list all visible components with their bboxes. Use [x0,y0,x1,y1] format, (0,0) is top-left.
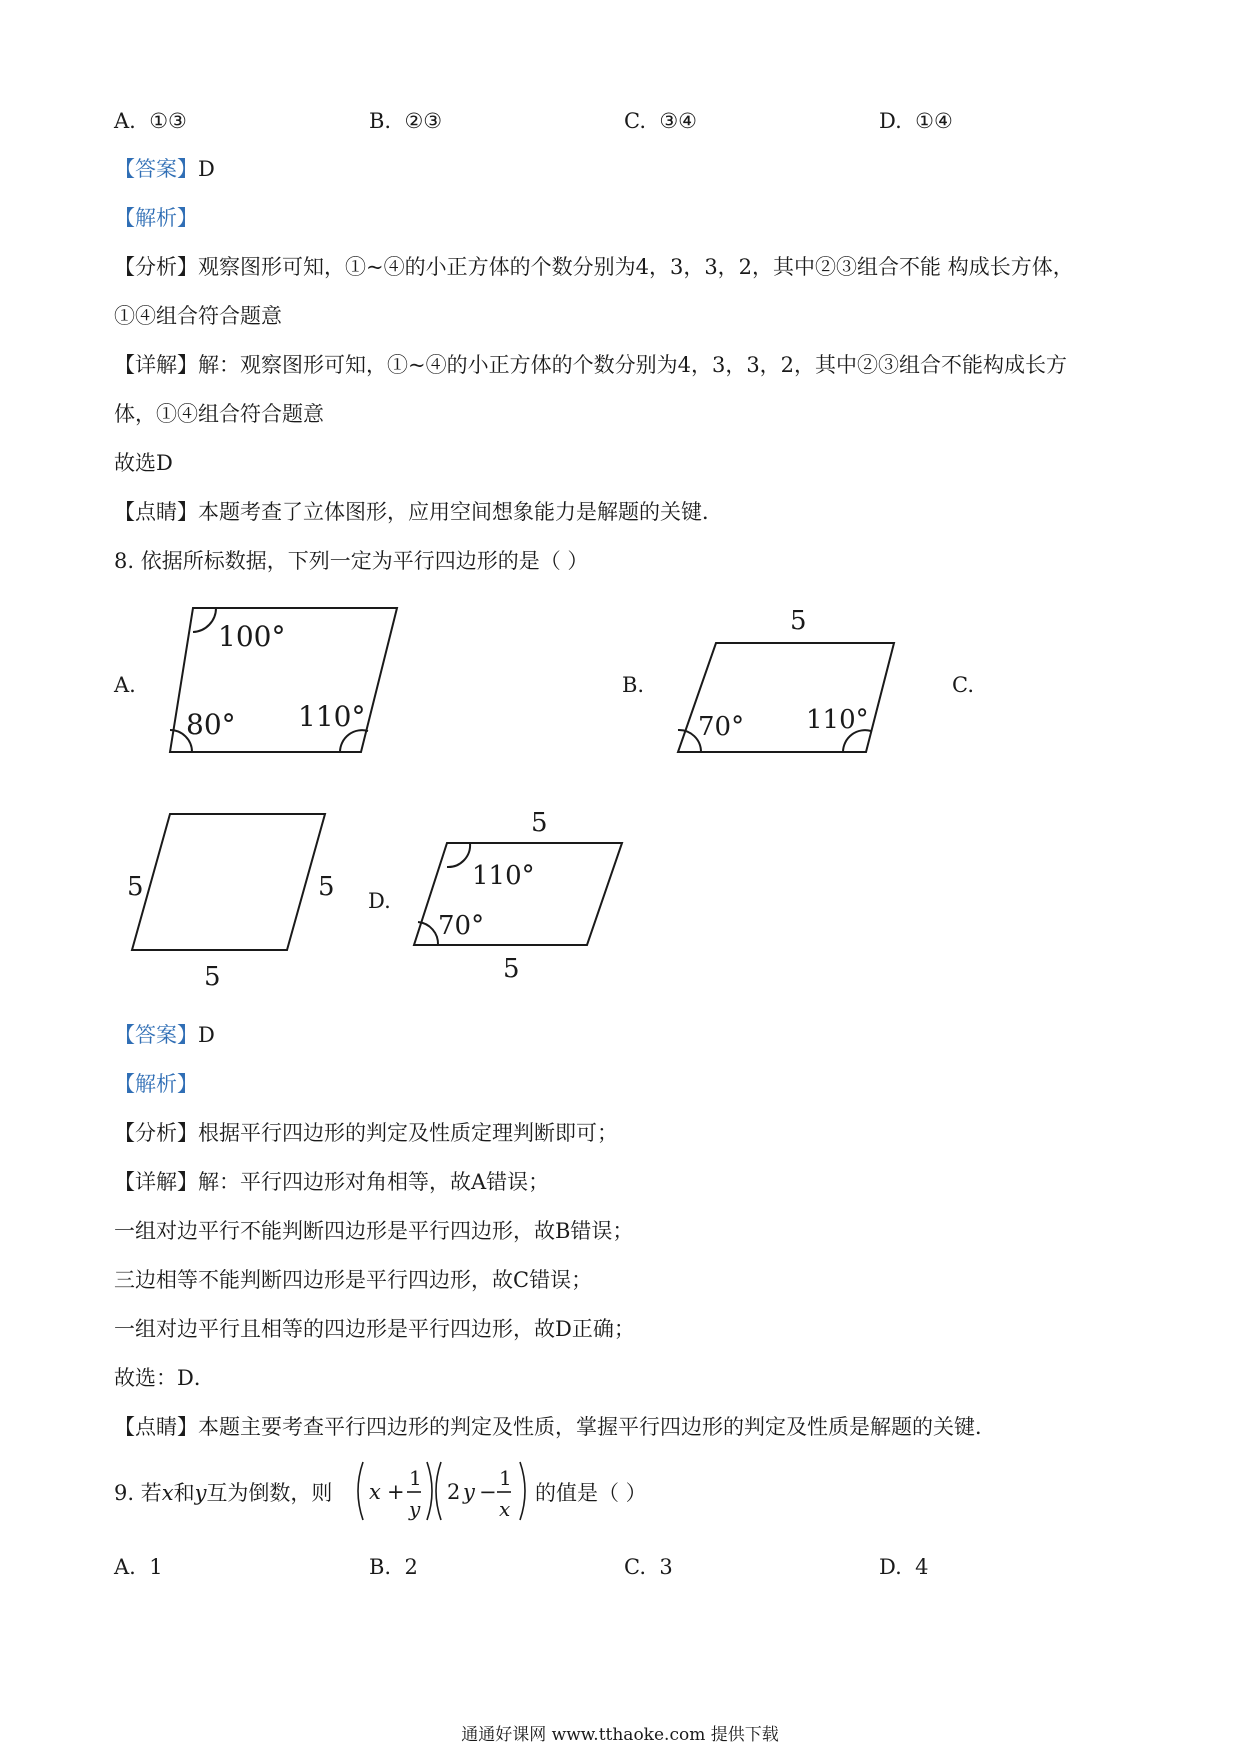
q7-xiangjie-2: 体，①④组合符合题意 [114,402,324,426]
q9-option-a: A. 1 [114,1555,163,1579]
fig-d-bottom-left-angle: 70° [438,911,485,941]
q8-option-d-label: D. [368,889,391,913]
fig-c-bottom-side: 5 [204,962,221,992]
q8-analysis-heading: 【解析】 [114,1072,198,1096]
q8-option-c-label: C. [952,673,974,697]
q9-stem-suffix: 的值是（ ） [535,1481,647,1505]
fig-b-bottom-right-angle: 110° [806,705,869,735]
svg-text:1: 1 [499,1466,512,1490]
svg-text:y: y [463,1480,475,1504]
q7-dianjing: 【点睛】本题考查了立体图形，应用空间想象能力是解题的关键． [114,500,723,524]
fig-d-bottom-side: 5 [503,954,520,984]
svg-text:−: − [479,1480,497,1504]
fig-a-bottom-left-angle: 80° [186,708,236,741]
q8-option-b-label: B. [622,673,645,697]
q8-answer: 【答案】D [114,1023,215,1047]
q7-option-d: D. ①④ [879,109,953,133]
svg-text:+: + [387,1480,405,1504]
q7-conclusion: 故选D [114,451,173,475]
q9-option-c: C. 3 [624,1555,673,1579]
fig-b-bottom-left-angle: 70° [698,712,745,742]
fig-d-top-left-angle: 110° [472,861,535,891]
q7-xiangjie-1: 【详解】解：观察图形可知，①~④的小正方体的个数分别为4，3，3，2，其中②③组合不能构成长方 [114,353,1068,377]
figure-c [132,814,325,950]
svg-text:x: x [499,1497,511,1521]
svg-text:y: y [409,1497,421,1521]
fig-b-top-side: 5 [790,606,807,636]
q9-formula [355,1458,530,1524]
svg-text:x: x [369,1480,381,1504]
q7-fenxi-2: ①④组合符合题意 [114,304,282,328]
q7-answer: 【答案】D [114,157,215,181]
q8-option-a-label: A. [114,673,136,697]
q8-stem: 8. 依据所标数据，下列一定为平行四边形的是（ ） [114,549,589,573]
q8-fenxi: 【分析】根据平行四边形的判定及性质定理判断即可； [114,1121,618,1145]
fig-c-right-side: 5 [318,872,335,902]
fig-a-top-left-angle: 100° [218,620,286,653]
q8-line-2: 一组对边平行不能判断四边形是平行四边形，故B错误； [114,1219,634,1243]
fig-d-top-side: 5 [531,808,548,838]
q8-dianjing: 【点睛】本题主要考查平行四边形的判定及性质，掌握平行四边形的判定及性质是解题的关键． [114,1415,996,1439]
q7-fenxi-1: 【分析】观察图形可知，①~④的小正方体的个数分别为4，3，3，2，其中②③组合不能 构成长方体， [114,255,1074,279]
svg-text:2: 2 [447,1480,461,1504]
q8-line-3: 三边相等不能判断四边形是平行四边形，故C错误； [114,1268,593,1292]
q8-conclusion: 故选：D． [114,1366,215,1390]
q9-option-b: B. 2 [369,1555,418,1579]
q9-option-d: D. 4 [879,1555,929,1579]
q7-analysis-heading: 【解析】 [114,206,198,230]
q7-option-a: A. ①③ [114,109,187,133]
q8-xiangjie-1: 【详解】解：平行四边形对角相等，故A错误； [114,1170,550,1194]
svg-text:1: 1 [409,1466,422,1490]
fig-c-left-side: 5 [127,872,144,902]
q8-line-4: 一组对边平行且相等的四边形是平行四边形，故D正确； [114,1317,635,1341]
page-footer: 通通好课网 www.tthaoke.com 提供下载 [461,1725,779,1745]
q7-option-b: B. ②③ [369,109,443,133]
fig-a-bottom-right-angle: 110° [298,700,366,733]
q9-stem-prefix: 9. 若x和y互为倒数，则 [114,1481,333,1505]
q7-option-c: C. ③④ [624,109,698,133]
